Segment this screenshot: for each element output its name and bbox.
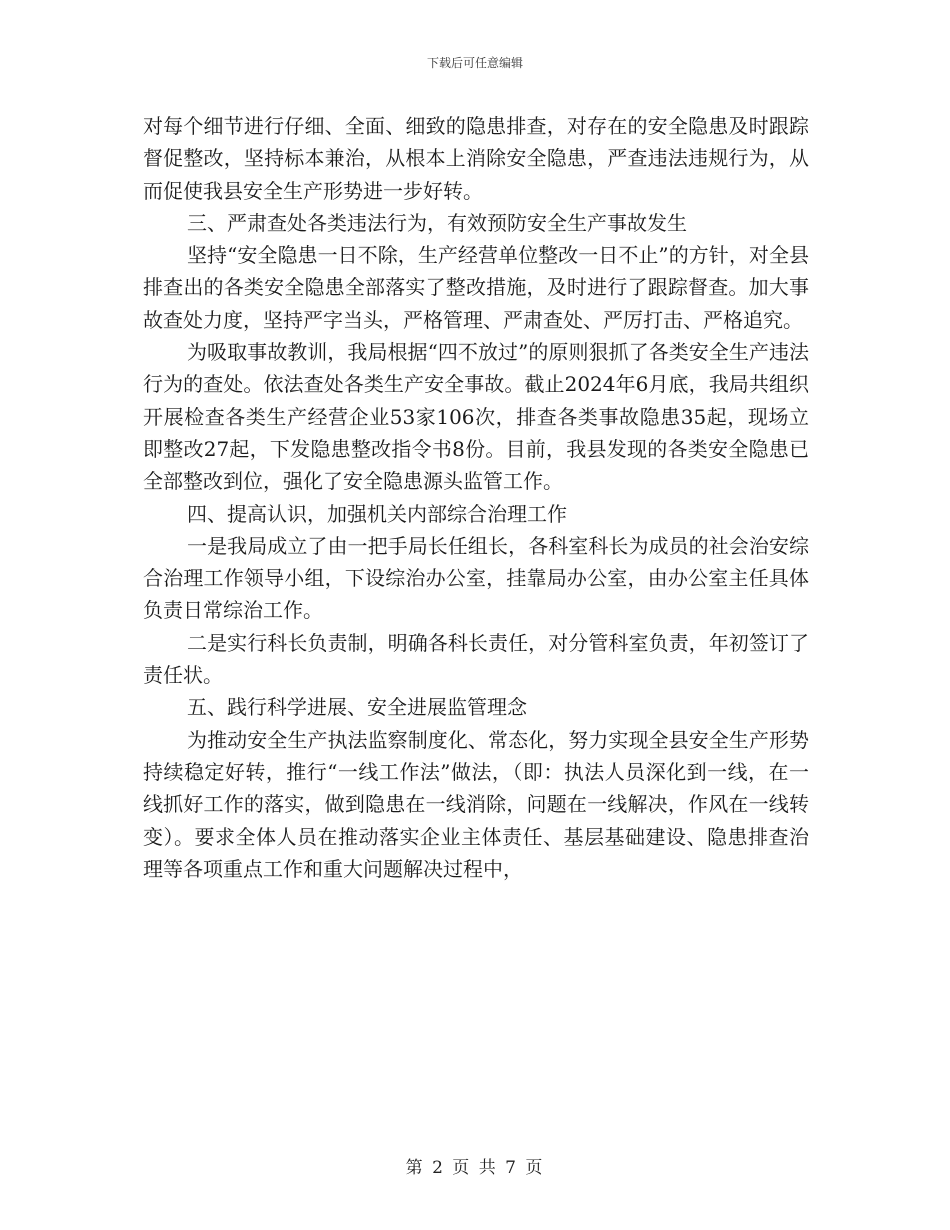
page-number-footer: 第 2 页 共 7 页 [405, 1158, 545, 1178]
section-heading-3: 三、严肃查处各类违法行为，有效预防安全生产事故发生 [187, 210, 687, 235]
paragraph: 为推动安全生产执法监察制度化、常态化，努力实现全县安全生产形势持续稳定好转，推行“一线工作法”做法，（即：执法人员深化到一线，在一线抓好工作的落实，做到隐患在一线消除，问题在一线解决，作风在一线转变）。要求全体人员在推动落实企业主体责任、基层基础建设、隐患排查治理等各项重点工作和重大问题解决过程中， [143, 727, 809, 881]
paragraph: 为吸取事故教训，我局根据“四不放过”的原则狠抓了各类安全生产违法行为的查处。依法查处各类生产安全事故。截止2024年6月底，我局共组织开展检查各类生产经营企业53家106次，排查各类事故隐患35起，现场立即整改27起，下发隐患整改指令书8份。目前，我县发现的各类安全隐患已全部整改到位，强化了安全隐患源头监管工作。 [143, 340, 809, 494]
page-header: 下载后可任意编辑 [426, 56, 523, 70]
paragraph: 坚持“安全隐患一日不除，生产经营单位整改一日不止”的方针，对全县排查出的各类安全隐患全部落实了整改措施，及时进行了跟踪督查。加大事故查处力度，坚持严字当头，严格管理、严肃查处、严厉打击、严格追究。 [143, 243, 809, 332]
paragraph: 二是实行科长负责制，明确各科长责任，对分管科室负责，年初签订了责任状。 [143, 630, 809, 688]
paragraph-continuation: 对每个细节进行仔细、全面、细致的隐患排查，对存在的安全隐患及时跟踪督促整改，坚持标本兼治，从根本上消除安全隐患，严查违法违规行为，从而促使我县安全生产形势进一步好转。 [143, 114, 809, 203]
document-body [143, 110, 809, 885]
paragraph: 一是我局成立了由一把手局长任组长，各科室科长为成员的社会治安综合治理工作领导小组，下设综治办公室，挂靠局办公室，由办公室主任具体负责日常综治工作。 [143, 533, 809, 623]
section-heading-4: 四、提高认识，加强机关内部综合治理工作 [187, 501, 567, 526]
section-heading-5: 五、践行科学进展、安全进展监管理念 [187, 695, 527, 720]
